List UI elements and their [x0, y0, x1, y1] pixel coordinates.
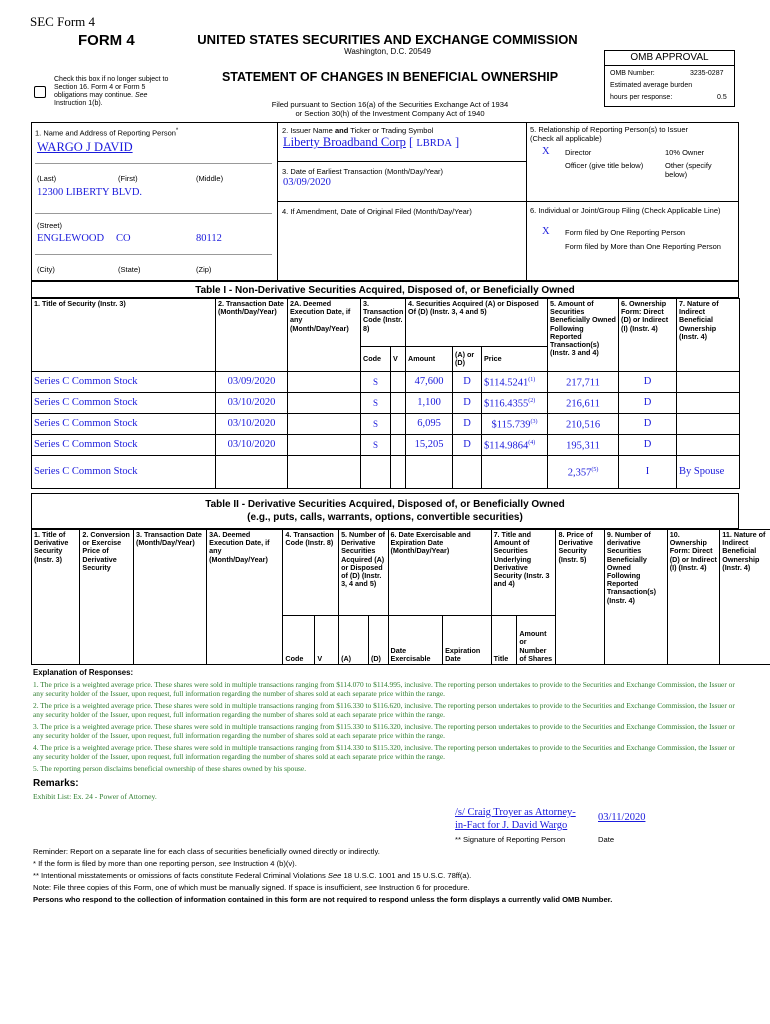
- t1-nature: [677, 393, 740, 414]
- table-row: [32, 414, 740, 435]
- t1-price: $114.5241$^{(1)}$: [482, 372, 548, 393]
- t1-title: Series C Common Stock: [32, 456, 216, 489]
- t1-owned: 216,611: [548, 393, 619, 414]
- issuer-name-line: Liberty Broadband Corp [ LBRDA ]: [283, 135, 460, 149]
- ten-percent-owner-label: 10% Owner: [665, 148, 705, 157]
- t1-deemed: [288, 372, 361, 393]
- director-label: Director: [565, 148, 592, 157]
- earliest-transaction-label: 3. Date of Earliest Transaction (Month/Day/Year): [282, 167, 444, 176]
- t1-date: 03/10/2020: [216, 414, 288, 435]
- t1-h-nature: 7. Nature of Indirect Beneficial Ownership (Instr. 4): [677, 299, 740, 372]
- street-value: 12300 LIBERTY BLVD.: [37, 187, 143, 198]
- t2-h-number: 5. Number of Derivative Securities Acquired (A) or Disposed of (D) (Instr. 3, 4 and 5): [339, 530, 388, 616]
- omb-number-value: 3235-0287: [690, 70, 724, 77]
- reporting-person-label: 1. Name and Address of Reporting Person*: [35, 128, 179, 138]
- table2-subtitle: (e.g., puts, calls, warrants, options, convertible securities): [247, 512, 523, 523]
- t1-deemed: [288, 393, 361, 414]
- last-label: (Last): [37, 174, 57, 183]
- t1-v: [391, 393, 406, 414]
- t1-deemed: [288, 435, 361, 456]
- t1-code: S: [361, 393, 391, 414]
- t1-owned: 2,357$^{(5)}$: [548, 456, 619, 489]
- t1-price: $115.739$^{(3)}$: [482, 414, 548, 435]
- issuer-label: 2. Issuer Name and Ticker or Trading Symbol: [282, 126, 434, 135]
- state-label: (State): [118, 265, 141, 274]
- filing-one-mark[interactable]: X: [542, 226, 550, 237]
- t2-sub-v: V: [315, 616, 339, 665]
- table-row: [32, 372, 740, 393]
- issuer-ticker: LBRDA: [416, 138, 452, 149]
- t1-h-code: 3. Transaction Code (Instr. 8): [361, 299, 406, 347]
- t1-price: $114.9864$^{(4)}$: [482, 435, 548, 456]
- t1-title: Series C Common Stock: [32, 414, 216, 435]
- t2-sub-exercisable: Date Exercisable: [388, 616, 443, 665]
- t2-h-deemed: 3A. Deemed Execution Date, if any (Month/Day/Year): [207, 530, 283, 665]
- omb-title: OMB APPROVAL: [630, 52, 709, 63]
- t1-date: 03/10/2020: [216, 435, 288, 456]
- t1-code: S: [361, 414, 391, 435]
- t2-h-form: 10. Ownership Form: Direct (D) or Indirect (I) (Instr. 4): [667, 530, 720, 665]
- t1-nature: [677, 372, 740, 393]
- t2-sub-expiration: Expiration Date: [443, 616, 491, 665]
- table1-title: Table I - Non-Derivative Securities Acquired, Disposed of, or Beneficially Owned: [195, 285, 575, 296]
- t2-h-price: 8. Price of Derivative Security (Instr. 5): [556, 530, 604, 665]
- t1-sub-price: Price: [482, 347, 548, 372]
- t1-deemed: [288, 456, 361, 489]
- t1-sub-ad: (A) or (D): [453, 347, 482, 372]
- t1-form: D: [619, 435, 677, 456]
- t1-owned: 217,711: [548, 372, 619, 393]
- director-mark[interactable]: X: [542, 146, 550, 157]
- relationship-label: 5. Relationship of Reporting Person(s) to Issuer (Check all applicable): [530, 125, 688, 143]
- filed-pursuant-line1: Filed pursuant to Section 16(a) of the Securities Exchange Act of 1934: [271, 100, 509, 109]
- table2-title: Table II - Derivative Securities Acquired, Disposed of, or Beneficially Owned: [205, 499, 565, 510]
- table1: [31, 298, 740, 489]
- city-label: (City): [37, 265, 55, 274]
- t1-v: [391, 372, 406, 393]
- t2-h-title: 1. Title of Derivative Security (Instr. 3): [32, 530, 80, 665]
- filing-more-label: Form filed by More than One Reporting Person: [565, 242, 721, 251]
- t1-code: [361, 456, 391, 489]
- t1-ad: D: [453, 393, 482, 414]
- t1-h-date: 2. Transaction Date (Month/Day/Year): [216, 299, 288, 372]
- t1-h-form: 6. Ownership Form: Direct (D) or Indirect (I) (Instr. 4): [619, 299, 677, 372]
- form-title: FORM 4: [78, 32, 135, 49]
- t1-nature: [677, 435, 740, 456]
- state-value: CO: [116, 233, 131, 244]
- t1-title: Series C Common Stock: [32, 372, 216, 393]
- agency-location: Washington, D.C. 20549: [344, 47, 431, 56]
- t1-price: [482, 456, 548, 489]
- omb-number-label: OMB Number:: [610, 70, 655, 77]
- middle-label: (Middle): [196, 174, 224, 183]
- t1-deemed: [288, 414, 361, 435]
- date-label: Date: [598, 835, 615, 844]
- t1-amount: [406, 456, 453, 489]
- t2-h-conversion: 2. Conversion or Exercise Price of Derivative Security: [80, 530, 134, 665]
- t1-date: 03/09/2020: [216, 372, 288, 393]
- omb-hours-value: 0.5: [717, 94, 727, 101]
- t1-form: I: [619, 456, 677, 489]
- issuer-name[interactable]: Liberty Broadband Corp: [283, 135, 406, 149]
- t2-h-underlying: 7. Title and Amount of Securities Underlying Derivative Security (Instr. 3 and 4): [491, 530, 556, 616]
- reminder-note: Reminder: Report on a separate line for each class of securities beneficially owned directly or indirectly.: [33, 847, 380, 856]
- t1-h-securities: 4. Securities Acquired (A) or Disposed Of (D) (Instr. 3, 4 and 5): [406, 299, 548, 347]
- t1-amount: 6,095: [406, 414, 453, 435]
- t1-date: [216, 456, 288, 489]
- omb-hours-label: hours per response:: [610, 94, 673, 101]
- t1-h-title: 1. Title of Security (Instr. 3): [32, 299, 216, 372]
- t1-code: S: [361, 435, 391, 456]
- t1-date: 03/10/2020: [216, 393, 288, 414]
- omb-disclaimer: Persons who respond to the collection of information contained in this form are not required to respond unless the form displays a currently valid OMB Number.: [33, 895, 613, 904]
- table-row: [32, 393, 740, 414]
- file-copies-note: Note: File three copies of this Form, one of which must be manually signed. If space is insufficient, see Instruction 6 for procedure.: [33, 883, 470, 892]
- table-row: [32, 435, 740, 456]
- t1-form: D: [619, 414, 677, 435]
- filed-pursuant-line2: or Section 30(h) of the Investment Company Act of 1940: [295, 109, 485, 118]
- t1-amount: 47,600: [406, 372, 453, 393]
- t1-price: $116.4355$^{(2)}$: [482, 393, 548, 414]
- t1-amount: 1,100: [406, 393, 453, 414]
- t2-h-code: 4. Transaction Code (Instr. 8): [283, 530, 339, 616]
- earliest-transaction-date: 03/09/2020: [283, 177, 331, 188]
- t1-title: Series C Common Stock: [32, 435, 216, 456]
- city-value: ENGLEWOOD: [37, 233, 105, 244]
- footnote-1: 1. The price is a weighted average price. These shares were sold in multiple transactions ranging from $114.070 to $114.995, inclusive. The reporting person undertakes to provide to the Securities and Exchange Commission, the Issuer or any security holder of the Issuer, upon request, full information regarding the number of shares sold at each separate price within the range.: [33, 680, 735, 698]
- t2-sub-d: (D): [368, 616, 388, 665]
- amendment-label: 4. If Amendment, Date of Original Filed (Month/Day/Year): [282, 207, 472, 216]
- t1-form: D: [619, 372, 677, 393]
- remarks-label: Remarks:: [33, 778, 79, 789]
- t1-v: [391, 435, 406, 456]
- checkbox-label: Check this box if no longer subject to Section 16. Form 4 or Form 5 obligations may continue. See Instruction 1(b).: [54, 76, 169, 107]
- t2-h-nature: 11. Nature of Indirect Beneficial Ownership (Instr. 4): [720, 530, 770, 665]
- t1-sub-v: V: [391, 347, 406, 372]
- t1-h-deemed: 2A. Deemed Execution Date, if any (Month/Day/Year): [288, 299, 361, 372]
- statement-title: STATEMENT OF CHANGES IN BENEFICIAL OWNERSHIP: [221, 70, 559, 84]
- t1-ad: D: [453, 435, 482, 456]
- footnote-4: 4. The price is a weighted average price. These shares were sold in multiple transactions ranging from $114.330 to $115.320, inclusive. The reporting person undertakes to provide to the Securities and Exchange Commission, the Issuer or any security holder of the Issuer, upon request, full information regarding the number of shares sold at each separate price within the range.: [33, 743, 735, 761]
- no-longer-subject-checkbox[interactable]: [34, 86, 46, 98]
- t1-v: [391, 456, 406, 489]
- other-label: Other (specify below): [665, 161, 712, 179]
- zip-label: (Zip): [196, 265, 212, 274]
- footnote-5: 5. The reporting person disclaims beneficial ownership of these shares owned by his spouse.: [33, 764, 307, 773]
- signature-date: 03/11/2020: [598, 812, 646, 823]
- table-row: [32, 456, 740, 489]
- t1-title: Series C Common Stock: [32, 393, 216, 414]
- t1-ad: D: [453, 414, 482, 435]
- t2-sub-amount: Amount or Number of Shares: [517, 616, 556, 665]
- star-note: * If the form is filed by more than one reporting person, see Instruction 4 (b)(v).: [33, 859, 297, 868]
- filing-one-label: Form filed by One Reporting Person: [565, 228, 686, 237]
- reporting-person-name[interactable]: WARGO J DAVID: [37, 140, 133, 154]
- t1-h-owned: 5. Amount of Securities Beneficially Owned Following Reported Transaction(s) (Instr. 3 and 4): [548, 299, 619, 372]
- t1-owned: 195,311: [548, 435, 619, 456]
- t1-v: [391, 414, 406, 435]
- remarks-text: Exhibit List: Ex. 24 - Power of Attorney.: [33, 792, 157, 801]
- explanation-label: Explanation of Responses:: [33, 668, 134, 677]
- footnote-2: 2. The price is a weighted average price. These shares were sold in multiple transactions ranging from $116.330 to $116.620, inclusive. The reporting person undertakes to provide to the Securities and Exchange Commission, the Issuer or any security holder of the Issuer, upon request, full information regarding the number of shares sold at each separate price within the range.: [33, 701, 735, 719]
- signature-label: ** Signature of Reporting Person: [455, 835, 566, 844]
- t1-form: D: [619, 393, 677, 414]
- t2-sub-title: Title: [491, 616, 517, 665]
- t2-sub-code: Code: [283, 616, 315, 665]
- t2-h-exercisable: 6. Date Exercisable and Expiration Date (Month/Day/Year): [388, 530, 491, 616]
- signature: /s/ Craig Troyer as Attorney- in-Fact for J. David Wargo: [455, 807, 576, 831]
- first-label: (First): [118, 174, 138, 183]
- omb-burden-label: Estimated average burden: [610, 82, 693, 89]
- street-label: (Street): [37, 221, 63, 230]
- t1-sub-code: Code: [361, 347, 391, 372]
- officer-label: Officer (give title below): [565, 161, 644, 170]
- t2-h-date: 3. Transaction Date (Month/Day/Year): [134, 530, 207, 665]
- table2: [31, 529, 770, 665]
- agency-title: UNITED STATES SECURITIES AND EXCHANGE COMMISSION: [197, 32, 578, 47]
- t1-ad: D: [453, 372, 482, 393]
- filing-label: 6. Individual or Joint/Group Filing (Check Applicable Line): [530, 206, 721, 215]
- t1-owned: 210,516: [548, 414, 619, 435]
- t1-amount: 15,205: [406, 435, 453, 456]
- t1-sub-amount: Amount: [406, 347, 453, 372]
- t1-ad: [453, 456, 482, 489]
- t2-h-owned: 9. Number of derivative Securities Beneficially Owned Following Reported Transaction(s) (Instr. 4): [604, 530, 667, 665]
- footnote-3: 3. The price is a weighted average price. These shares were sold in multiple transactions ranging from $115.330 to $116.320, inclusive. The reporting person undertakes to provide to the Securities and Exchange Commission, the Issuer or any security holder of the Issuer, upon request, full information regarding the number of shares sold at each separate price within the range.: [33, 722, 735, 740]
- t1-nature: [677, 414, 740, 435]
- t2-sub-a: (A): [339, 616, 369, 665]
- t1-code: S: [361, 372, 391, 393]
- double-star-note: ** Intentional misstatements or omissions of facts constitute Federal Criminal Violations See 18 U.S.C. 1001 and 15 U.S.C. 78ff(a).: [33, 871, 472, 880]
- t1-nature: By Spouse: [677, 456, 740, 489]
- sec-form-label: SEC Form 4: [30, 14, 96, 29]
- zip-value: 80112: [196, 233, 222, 244]
